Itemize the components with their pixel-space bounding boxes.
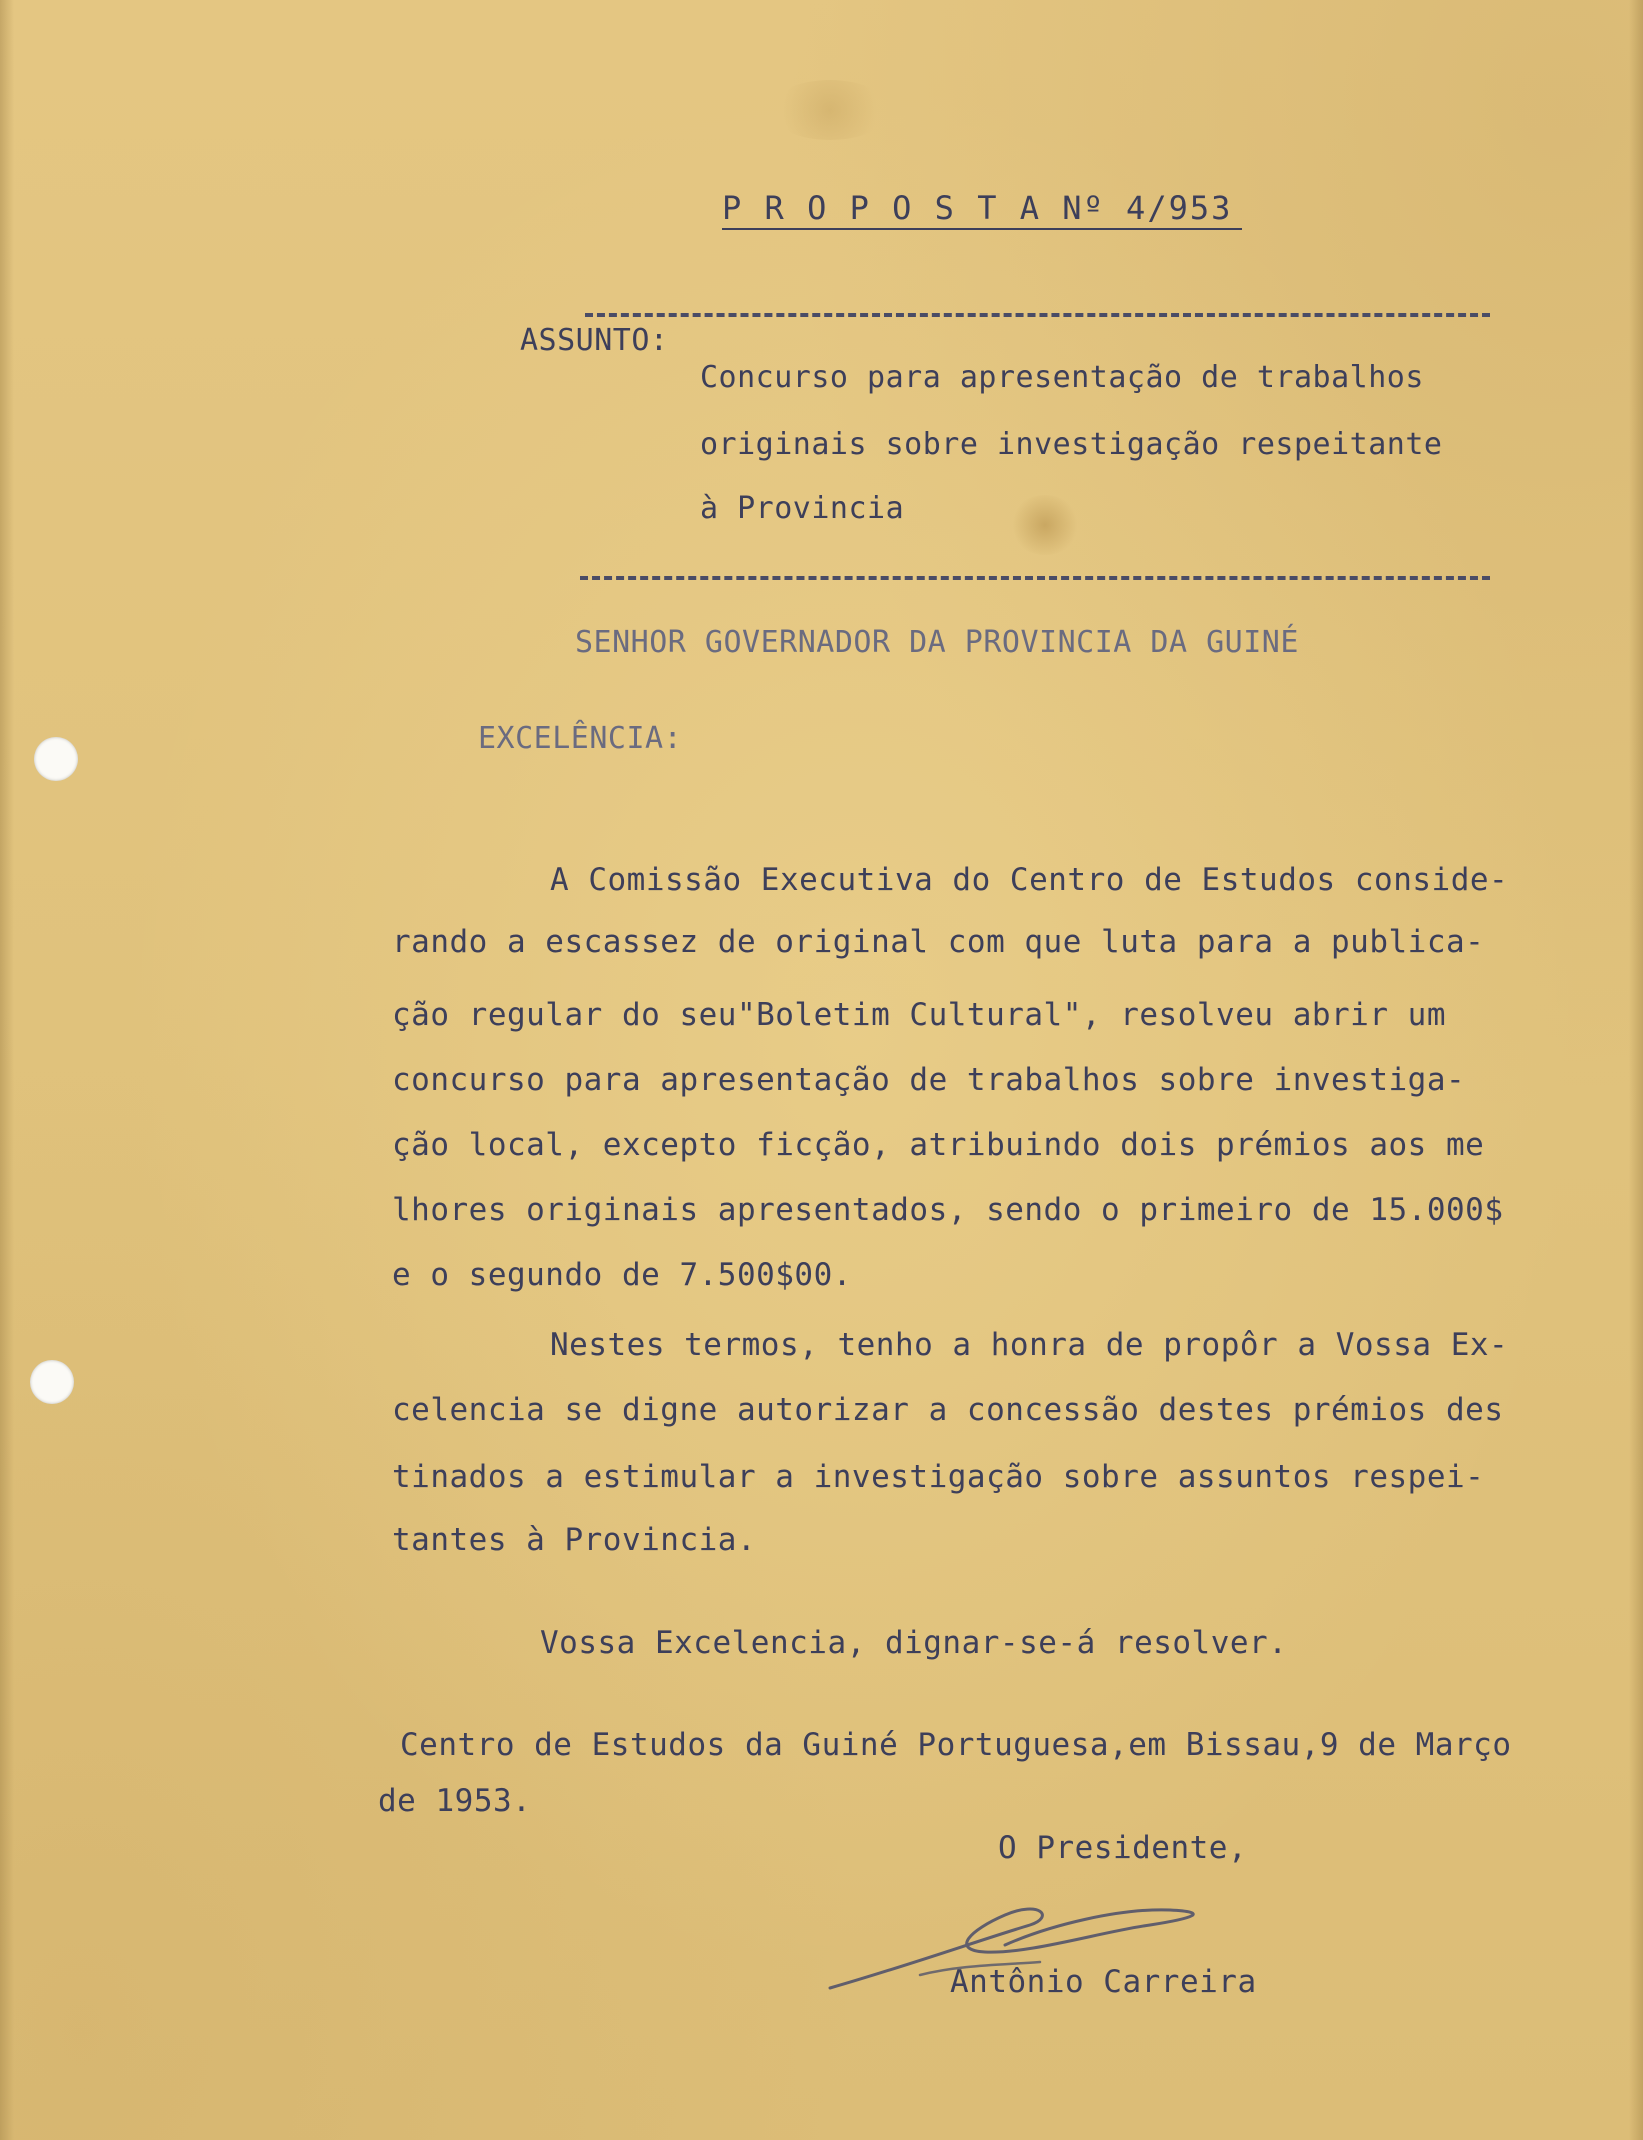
place-date-line: de 1953.: [378, 1783, 532, 1819]
salutation: EXCELÊNCIA:: [478, 721, 683, 756]
paragraph-line: rando a escassez de original com que luta para a publica-: [392, 924, 1485, 960]
dashed-rule-bottom: [580, 576, 1490, 580]
paragraph-line: Nestes termos, tenho a honra de propôr a Vossa Ex-: [550, 1327, 1509, 1363]
addressee: SENHOR GOVERNADOR DA PROVINCIA DA GUINÉ: [575, 625, 1299, 660]
document-title: P R O P O S T A Nº 4/953: [722, 189, 1233, 227]
title-underline: [722, 228, 1242, 230]
signatory-name: Antônio Carreira: [950, 1964, 1257, 2000]
closing-line: Vossa Excelencia, dignar-se-á resolver.: [540, 1625, 1288, 1661]
paragraph-line: concurso para apresentação de trabalhos sobre investiga-: [392, 1062, 1466, 1098]
paragraph-line: ção regular do seu"Boletim Cultural", resolveu abrir um: [392, 997, 1446, 1033]
paragraph-line: A Comissão Executiva do Centro de Estudos conside-: [550, 862, 1509, 898]
punch-hole-top: [34, 737, 78, 781]
paragraph-line: tantes à Provincia.: [392, 1522, 757, 1558]
subject-line: à Provincia: [700, 491, 905, 526]
subject-label: ASSUNTO:: [520, 323, 669, 358]
paper-stain: [1010, 495, 1080, 555]
signatory-title: O Presidente,: [998, 1830, 1248, 1866]
paper-stain: [770, 80, 890, 140]
subject-line: originais sobre investigação respeitante: [700, 427, 1443, 462]
place-date-line: Centro de Estudos da Guiné Portuguesa,em Bissau,9 de Março: [400, 1727, 1512, 1763]
paragraph-line: ção local, excepto ficção, atribuindo dois prémios aos me: [392, 1127, 1485, 1163]
paragraph-line: lhores originais apresentados, sendo o primeiro de 15.000$: [392, 1192, 1504, 1228]
punch-hole-bottom: [30, 1360, 74, 1404]
paragraph-line: tinados a estimular a investigação sobre assuntos respei-: [392, 1459, 1485, 1495]
paragraph-line: celencia se digne autorizar a concessão destes prémios des: [392, 1392, 1504, 1428]
paper-edge-left: [0, 0, 14, 2140]
paper-edge-right: [1629, 0, 1643, 2140]
subject-line: Concurso para apresentação de trabalhos: [700, 360, 1424, 395]
dashed-rule-top: [585, 313, 1490, 317]
paragraph-line: e o segundo de 7.500$00.: [392, 1257, 852, 1293]
